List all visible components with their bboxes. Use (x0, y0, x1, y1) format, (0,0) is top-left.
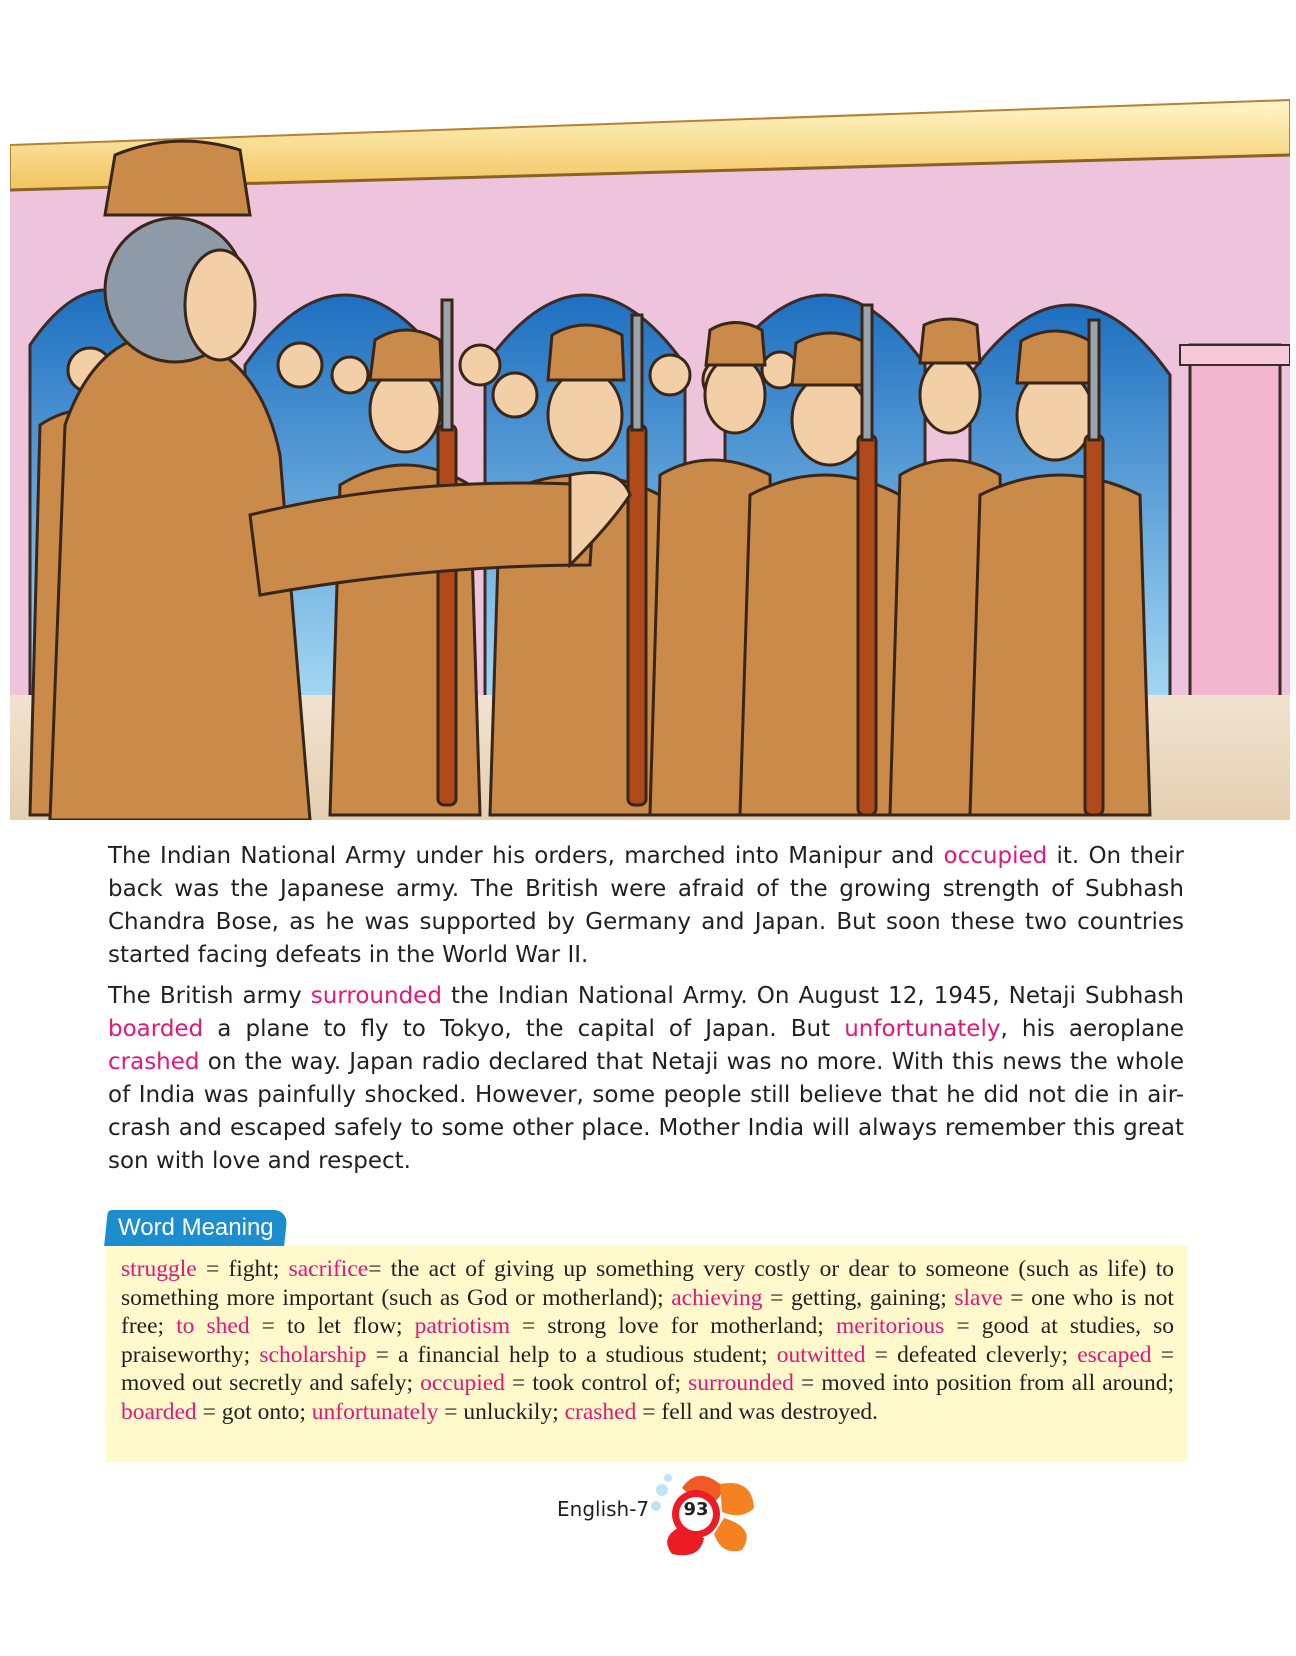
word-meaning-separator: = (438, 1398, 464, 1425)
illustration-netaji-addressing-soldiers (10, 95, 1290, 820)
word-meaning-separator: = (196, 1256, 229, 1282)
word-meaning-definition: fight; (228, 1256, 289, 1282)
body-paragraph-1 (108, 840, 1184, 972)
word-meaning-definition: getting, gaining; (791, 1284, 955, 1311)
word-meaning-term: scholarship (259, 1341, 367, 1368)
word-meaning-term: escaped (1077, 1341, 1152, 1368)
word-meaning-separator: = (1151, 1341, 1174, 1368)
page-number: 93 (683, 1499, 709, 1520)
highlighted-word: occupied (943, 843, 1048, 869)
word-meaning-term: crashed (564, 1398, 637, 1425)
word-meaning-definition: unluckily; (463, 1398, 565, 1425)
word-meaning-definition: to let flow; (287, 1313, 415, 1339)
body-paragraph-2 (108, 980, 1184, 1178)
word-meaning-definition: defeated cleverly; (897, 1341, 1078, 1368)
word-meaning-heading (104, 1210, 287, 1246)
highlighted-word: crashed (108, 1049, 200, 1075)
highlighted-word: surrounded (310, 983, 442, 1009)
text-run: The Indian National Army under his orders, marched into Manipur and (108, 843, 944, 869)
word-meaning-definition: moved into position from all around; (821, 1370, 1174, 1396)
book-label: English-7 (557, 1497, 650, 1521)
word-meaning-definition: a financial help to a studious student; (398, 1341, 777, 1368)
word-meaning-term: unfortunately (311, 1398, 439, 1425)
text-run: it. On their back was the Japanese army. The British were afraid of the growing strength of Subhash Chandra Bose, as he was supported by Germany and Japan. But soon these two countries started facing defeats in the World War II. (108, 843, 1184, 968)
word-meaning-term: sacrifice (288, 1256, 369, 1282)
word-meaning-separator: = (636, 1398, 662, 1425)
word-meaning-separator: = (249, 1313, 288, 1339)
text-run: on the way. Japan radio declared that Netaji was no more. With this news the whole of India was painfully shocked. However, some people still believe that he did not die in air-crash and escaped safely to some other place. Mother India will always remember this great son with love and respect. (108, 1049, 1184, 1174)
text-run: , his aeroplane (1000, 1016, 1184, 1042)
word-meaning-separator: = (366, 1341, 399, 1368)
word-meaning-separator: = (368, 1256, 391, 1282)
word-meaning-separator: = (504, 1370, 533, 1396)
text-run: a plane to fly to Tokyo, the capital of Japan. But (203, 1016, 845, 1042)
word-meaning-definition: one who is not free; (121, 1284, 1174, 1339)
word-meaning-definition: fell and was destroyed. (661, 1398, 879, 1425)
word-meaning-term: outwitted (776, 1341, 866, 1368)
word-meaning-term: meritorious (835, 1313, 945, 1339)
word-meaning-separator: = (762, 1284, 791, 1311)
word-meaning-definition: took control of; (532, 1370, 689, 1396)
word-meaning-term: surrounded (688, 1370, 794, 1396)
word-meaning-definition: the act of giving up something very costly or dear to someone (such as life) to something more important (such as God or motherland); (121, 1256, 1174, 1311)
word-meaning-separator: = (944, 1313, 982, 1339)
word-meaning-separator: = (509, 1313, 548, 1339)
word-meaning-box (106, 1246, 1188, 1462)
word-meaning-definition: got onto; (221, 1398, 312, 1425)
text-run: the Indian National Army. On August 12, 1945, Netaji Subhash (441, 983, 1185, 1009)
highlighted-word: boarded (108, 1016, 204, 1042)
word-meaning-term: patriotism (414, 1313, 510, 1339)
word-meaning-separator: = (865, 1341, 898, 1368)
word-meaning-definition: strong love for motherland; (547, 1313, 836, 1339)
word-meaning-term: achieving (671, 1284, 763, 1311)
text-run: The British army (108, 983, 311, 1009)
highlighted-word: unfortunately (844, 1016, 1001, 1042)
word-meaning-separator: = (1002, 1284, 1032, 1311)
word-meaning-definition: good at studies, so praiseworthy; (121, 1313, 1174, 1368)
word-meaning-term: to shed (176, 1313, 250, 1339)
word-meaning-term: slave (954, 1284, 1003, 1311)
word-meaning-term: boarded (121, 1398, 197, 1425)
word-meaning-separator: = (196, 1398, 222, 1425)
word-meaning-term: struggle (121, 1256, 197, 1282)
word-meaning-heading-text: Word Meaning (118, 1214, 274, 1241)
word-meaning-term: occupied (420, 1370, 505, 1396)
word-meaning-definition: moved out secretly and safely; (121, 1370, 421, 1396)
word-meaning-separator: = (793, 1370, 822, 1396)
